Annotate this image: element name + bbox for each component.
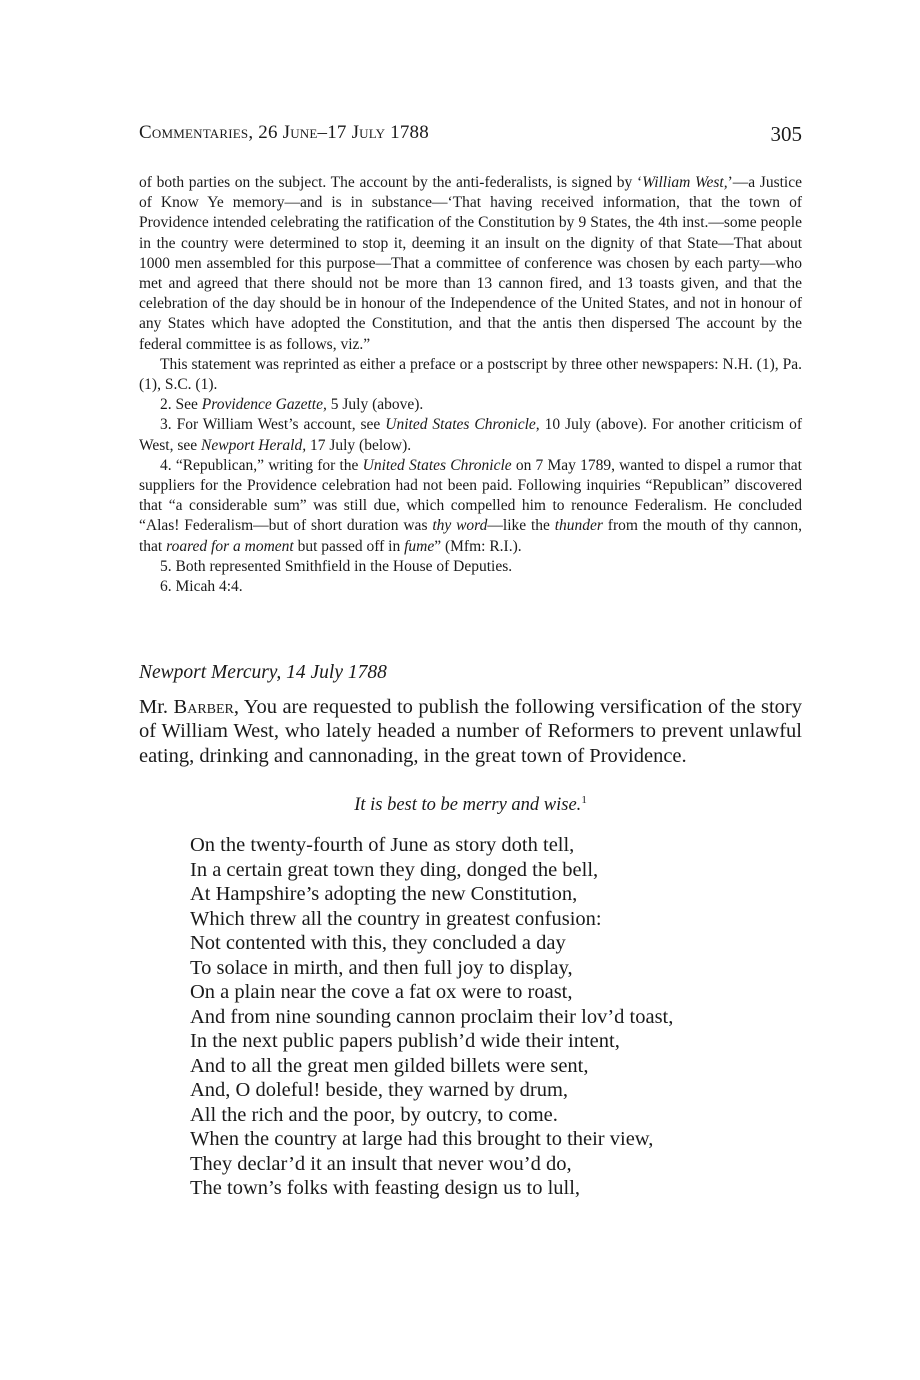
poem-line: Not contented with this, they concluded a day	[190, 932, 566, 954]
poem-line: And to all the great men gilded billets were sent,	[190, 1054, 589, 1077]
poem-line: When the country at large had this brought to their view,	[190, 1128, 654, 1150]
text-run: 17 July (below).	[306, 436, 412, 454]
italic-text: roared for a moment	[166, 537, 294, 555]
poem-line: At Hampshire’s adopting the new Constitution,	[190, 883, 578, 905]
intro-paragraph	[139, 695, 802, 768]
note-1-reprint	[139, 355, 802, 395]
text-run: ” (Mfm: R.I.).	[434, 537, 522, 555]
intro-text: , You are requested to publish the following versification of the story of William West, who lately headed a number of Reformers to prevent unlawful eating, drinking and cannonading, in the great town of Providence.	[139, 696, 802, 767]
note-4	[139, 456, 802, 557]
italic-text: Providence Gazette,	[201, 396, 327, 414]
running-head-title: Commentaries, 26 June–17 July 1788	[139, 122, 429, 143]
poem-line: And from nine sounding cannon proclaim their lov’d toast,	[190, 1005, 674, 1028]
epigraph-text: It is best to be merry and wise.	[354, 795, 582, 816]
running-head	[139, 122, 802, 152]
italic-text: fume	[404, 537, 435, 555]
poem-line: The town’s folks with feasting design us to lull,	[190, 1177, 581, 1199]
poem-line: And, O doleful! beside, they warned by drum,	[190, 1079, 569, 1101]
poem-line: Which threw all the country in greatest confusion:	[190, 907, 602, 930]
poem-line: On the twenty-fourth of June as story doth tell,	[190, 834, 575, 856]
note-2	[139, 395, 802, 415]
document-title: Newport Mercury, 14 July 1788	[139, 662, 387, 683]
poem-line: On a plain near the cove a fat ox were to roast,	[190, 981, 573, 1003]
note-3	[139, 415, 802, 455]
text-run: 10 July (above). For another criticism of West, see	[139, 416, 803, 454]
text-run: from the mouth of thy cannon, that	[139, 517, 803, 555]
italic-text: William West,	[642, 174, 728, 191]
text-run: of both parties on the subject. The account by the anti-federalists, is signed by ‘	[139, 174, 643, 191]
poem-line: In a certain great town they ding, donged the bell,	[190, 858, 599, 881]
poem	[190, 833, 802, 1201]
poem-line: In the next public papers publish’d wide their intent,	[190, 1030, 620, 1052]
text-run: This statement was reprinted as either a preface or a postscript by three other newspapers: N.H. (1), Pa. (1), S.C. (1).	[139, 355, 802, 394]
intro-salutation: Mr.	[139, 696, 174, 718]
text-run: but passed off in	[293, 537, 405, 555]
text-run: ’—a Justice of Know Ye memory—and is in substance—‘That having received information, that the town of Providence intended celebrating the ratification of the Constitution by 9 States, the 4th inst.—some people in the country were determined to stop it, deeming it an insult on the dignity of that State—That about 1000 men assembled for this purpose—That a committee of conference was chosen by each party—who met and agreed that there should not be more than 13 cannon fired, and 13 toasts given, and that the celebration of the day should be in honour of the Independence of the United States, and not in honour of any States which have adopted the Constitution, and that the antis then dispersed The account by the federal committee is as follows, viz.”	[139, 174, 802, 353]
text-run: 6. Micah 4:4.	[160, 578, 243, 596]
text-run: 4. “Republican,” writing for the	[160, 456, 363, 474]
note-1-continuation	[139, 173, 802, 355]
poem-line: To solace in mirth, and then full joy to display,	[190, 956, 573, 979]
intro-addressee: Barber	[173, 696, 234, 718]
poem-line: All the rich and the poor, by outcry, to come.	[190, 1103, 558, 1126]
italic-text: United States Chronicle	[362, 456, 512, 474]
italic-text: thunder	[554, 517, 603, 535]
italic-text: thy word	[432, 517, 488, 535]
footnote-ref: 1	[581, 794, 587, 806]
endnotes	[139, 173, 802, 597]
italic-text: Newport Herald,	[201, 436, 307, 454]
text-run: 2. See	[160, 396, 202, 414]
italic-text: United States Chronicle,	[385, 416, 540, 434]
text-run: 5. Both represented Smithfield in the House of Deputies.	[160, 557, 513, 575]
page-number: 305	[770, 122, 802, 146]
note-6	[139, 577, 802, 597]
poem-line: They declar’d it an insult that never wou’d do,	[190, 1152, 572, 1175]
note-5	[139, 557, 802, 577]
text-run: on 7 May 1789, wanted to dispel a rumor that suppliers for the Providence celebration had not been paid. Following inquiries “Republican” discovered that “a considerable sum” was still due, which compelled him to renounce Federalism. He concluded “Alas! Federalism—but of short duration was	[139, 456, 802, 535]
text-run: —like the	[487, 517, 555, 535]
epigraph	[139, 794, 802, 816]
text-run: 5 July (above).	[326, 396, 424, 414]
text-run: 3. For William West’s account, see	[160, 416, 386, 434]
